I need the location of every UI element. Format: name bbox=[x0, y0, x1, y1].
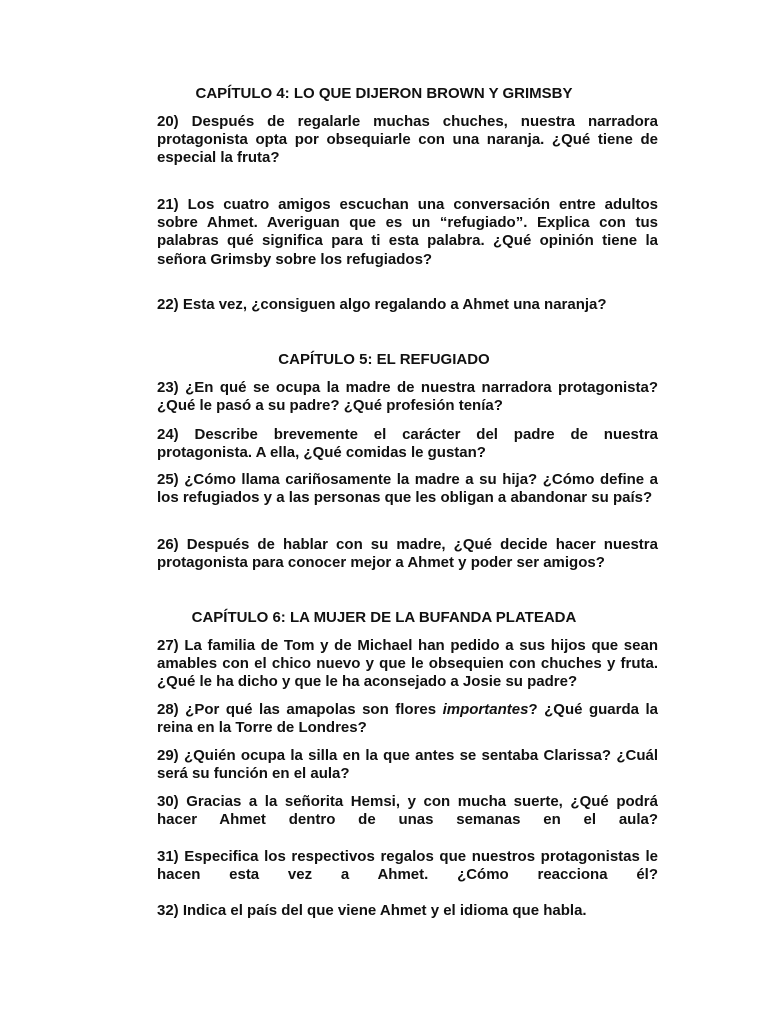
chapter-6-heading: CAPÍTULO 6: LA MUJER DE LA BUFANDA PLATEADA bbox=[191, 609, 577, 626]
question-22: 22) Esta vez, ¿consiguen algo regalando a Ahmet una naranja? bbox=[157, 296, 607, 313]
question-24: 24) Describe brevemente el carácter del padre de nuestra protagonista. A ella, ¿Qué comidas le gustan? bbox=[157, 426, 658, 462]
question-21: 21) Los cuatro amigos escuchan una conversación entre adultos sobre Ahmet. Averiguan que es un “refugiado”. Explica con tus palabras qué significa para ti esta palabra. ¿Qué opinión tiene la señora Grimsby sobre los refugiados? bbox=[157, 196, 658, 268]
question-25: 25) ¿Cómo llama cariñosamente la madre a su hija? ¿Cómo define a los refugiados y a las personas que les obligan a abandonar su país? bbox=[157, 471, 658, 507]
question-23: 23) ¿En qué se ocupa la madre de nuestra narradora protagonista? ¿Qué le pasó a su padre? ¿Qué profesión tenía? bbox=[157, 379, 658, 415]
question-30: 30) Gracias a la señorita Hemsi, y con mucha suerte, ¿Qué podrá hacer Ahmet dentro de unas semanas en el aula? bbox=[157, 793, 658, 829]
question-28 bbox=[157, 701, 658, 737]
question-28-text-end: ? ¿Qué guarda la reina en la Torre de Londres? bbox=[157, 701, 658, 737]
question-20: 20) Después de regalarle muchas chuches, nuestra narradora protagonista opta por obsequiarle con una naranja. ¿Qué tiene de especial la fruta? bbox=[157, 113, 658, 167]
question-32: 32) Indica el país del que viene Ahmet y el idioma que habla. bbox=[157, 902, 587, 919]
question-27: 27) La familia de Tom y de Michael han pedido a sus hijos que sean amables con el chico nuevo y que le obsequien con chuches y fruta. ¿Qué le ha dicho y que le ha aconsejado a Josie su padre? bbox=[157, 637, 658, 691]
question-31: 31) Especifica los respectivos regalos que nuestros protagonistas le hacen esta vez a Ahmet. ¿Cómo reacciona él? bbox=[157, 848, 658, 884]
question-29: 29) ¿Quién ocupa la silla en la que antes se sentaba Clarissa? ¿Cuál será su función en el aula? bbox=[157, 747, 658, 783]
chapter-4-heading: CAPÍTULO 4: LO QUE DIJERON BROWN Y GRIMSBY bbox=[195, 85, 573, 102]
question-28-text-start: 28) ¿Por qué las amapolas son flores bbox=[157, 701, 443, 718]
question-26: 26) Después de hablar con su madre, ¿Qué decide hacer nuestra protagonista para conocer mejor a Ahmet y poder ser amigos? bbox=[157, 536, 658, 572]
chapter-5-heading: CAPÍTULO 5: EL REFUGIADO bbox=[278, 351, 490, 368]
question-28-italic-word: importantes bbox=[442, 701, 529, 718]
